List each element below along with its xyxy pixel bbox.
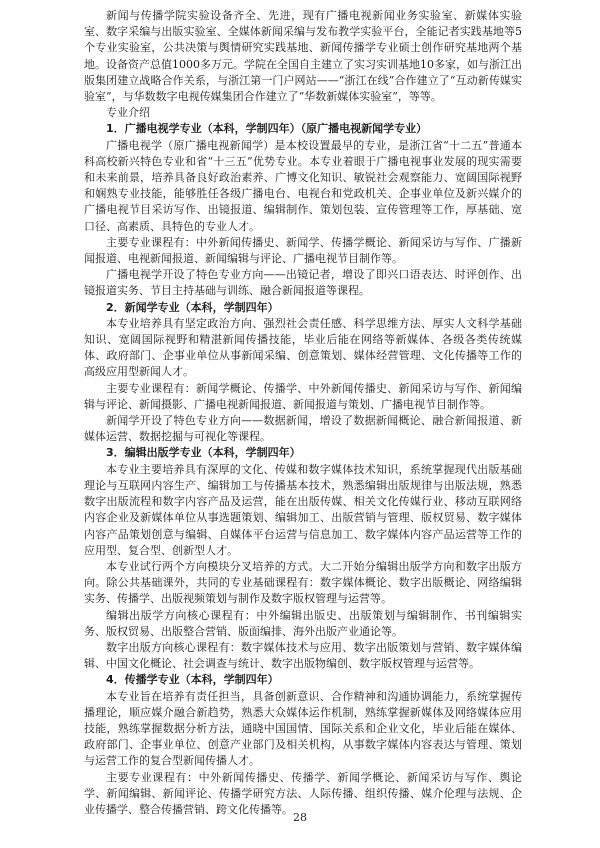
- major-paragraph: 主要专业课程有：中外新闻传播史、传播学、新闻学概论、新闻采访与写作、舆论学、新闻编辑、新闻评论、传播学研究方法、人际传播、组织传播、媒介伦理与法规、企业传播学、整合传播营销、跨文化传播等。: [84, 770, 522, 816]
- intro-paragraph: 新闻与传播学院实验设备齐全、先进，现有广播电视新闻业务实验室、新媒体实验室、数字采编与出版实验室、全媒体新闻采编与发布教学实验平台，全能记者实践基地等5个专业实验室，公共决策与舆情研究实践基地、新闻传播学专业硕士创作研究基地两个基地。设备资产总值1000多万元。学院在全国自主建立了实习实训基地10多家，如与浙江出版集团建立战略合作关系，与浙江第一门户网站——“浙江在线”合作建立了“互动新传媒实验室”，与华数数字电视传媒集团合作建立了“华数新媒体实验室”，等等。: [84, 9, 522, 104]
- major-heading: 2．新闻学专业（本科，学制四年）: [106, 300, 279, 314]
- major-paragraph: 编辑出版学方向核心课程有：中外编辑出版史、出版策划与编辑制作、书刊编辑实务、版权贸易、出版整合营销、版面编排、海外出版产业通论等。: [84, 608, 522, 638]
- major-paragraph: 广播电视学（原广播电视新闻学）是本校设置最早的专业，是浙江省“十二五”普通本科高校新兴特色专业和省“十三五”优势专业。本专业着眼于广播电视事业发展的现实需要和未来前景，培养具备良好政治素养、广博文化知识、敏锐社会观察能力、宽阔国际视野和娴熟专业技能，能够胜任各级广播电台、电视台和党政机关、企事业单位及新兴媒介的广播电视节目采访写作、出镜报道、编辑制作、策划包装、宣传管理等工作，厚基础、宽口径、高素质、具特色的专业人才。: [84, 138, 522, 233]
- major-section-3: [84, 445, 522, 672]
- major-paragraph: 主要专业课程有：新闻学概论、传播学、中外新闻传播史、新闻采访与写作、新闻编辑与评论、新闻摄影、广播电视新闻报道、新闻报道与策划、广播电视节目制作等。: [84, 381, 522, 411]
- major-paragraph: 本专业培养具有坚定政治方向、强烈社会责任感、科学思维方法、厚实人文科学基础知识、宽阔国际视野和精湛新闻传播技能，毕业后能在网络等新媒体、各级各类传统媒体、政府部门、企事业单位从事新闻采编、创意策划、媒体经营管理、文化传播等工作的高级应用型新闻人才。: [84, 316, 522, 379]
- major-section-4: [84, 672, 522, 818]
- major-section-1: [84, 121, 522, 299]
- major-paragraph: 本专业试行两个方向模块分叉培养的方式。大二开始分编辑出版学方向和数字出版方向。除公共基础课外，共同的专业基础课程有：数字媒体概论、数字出版概论、网络编辑实务、传播学、出版视频策划与制作及数字版权管理与运营等。: [84, 559, 522, 606]
- major-heading: 3．编辑出版学专业（本科，学制四年）: [106, 446, 301, 460]
- major-paragraph: 主要专业课程有：中外新闻传播史、新闻学、传播学概论、新闻采访与写作、广播新闻报道、电视新闻报道、新闻编辑与评论、广播电视节目制作等。: [84, 235, 522, 266]
- section-title: 专业介绍: [106, 106, 150, 120]
- major-paragraph: 广播电视学开设了特色专业方向——出镜记者，增设了即兴口语表达、时评创作、出镜报道实务、节目主持基础与训练、融合新闻报道等课程。: [84, 268, 522, 298]
- page-number: 28: [293, 811, 307, 824]
- major-section-2: [84, 300, 522, 446]
- major-paragraph: 数字出版方向核心课程有：数字媒体技术与应用、数字出版策划与营销、数字媒体编辑、中国文化概论、社会调查与统计、数字出版物编创、数字版权管理与运营等。: [84, 640, 522, 671]
- major-paragraph: 本专业主要培养具有深厚的文化、传媒和数字媒体技术知识，系统掌握现代出版基础理论与互联网内容生产、编辑加工与传播基本技术，熟悉编辑出版规律与出版法规，熟悉数字出版流程和数字内容产品及运营，能在出版传媒、相关文化传媒行业、移动互联网络内容企业及新媒体单位从事选题策划、编辑加工、出版营销与管理、版权贸易、数字媒体内容产品策划创意与编辑、自媒体平台运营与信息加工、数字媒体内容产品运营等工作的应用型、复合型、创新型人才。: [84, 462, 522, 557]
- major-heading: 4．传播学专业（本科，学制四年）: [106, 673, 279, 687]
- major-paragraph: 本专业旨在培养有责任担当，具备创新意识、合作精神和沟通协调能力，系统掌握传播理论，顺应媒介融合新趋势，熟悉大众媒体运作机制，熟练掌握新媒体及网络媒体应用技能，熟练掌握数据分析方法，通晓中国国情、国际关系和企业文化，毕业后能在媒体、政府部门、企事业单位、创意产业部门及相关机构，从事数字媒体内容表达与管理、策划与运营工作的复合型新闻传播人才。: [84, 689, 522, 768]
- major-heading: 1．广播电视学专业（本科，学制四年）（原广播电视新闻学专业）: [106, 122, 428, 136]
- major-paragraph: 新闻学开设了特色专业方向——数据新闻，增设了数据新闻概论、融合新闻报道、新媒体运营、数据挖掘与可视化等课程。: [84, 414, 522, 444]
